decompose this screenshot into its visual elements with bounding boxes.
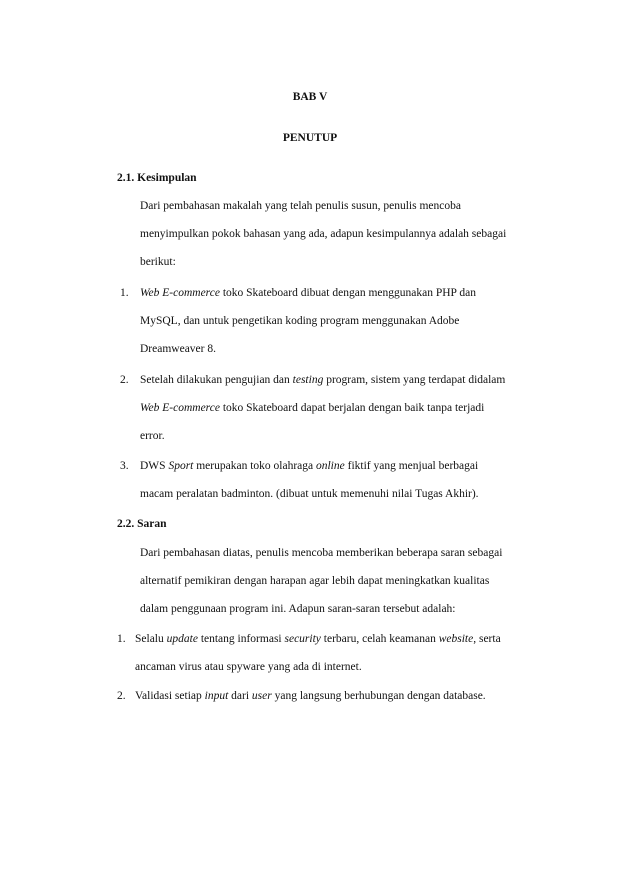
saran-intro-line-3: dalam penggunaan program ini. Adapun saran-saran tersebut adalah: <box>140 603 456 615</box>
saran-item-1-line-2: ancaman virus atau spyware yang ada di internet. <box>135 661 362 673</box>
kesimpulan-intro-line-1: Dari pembahasan makalah yang telah penulis susun, penulis mencoba <box>140 200 461 212</box>
kesimpulan-item-3-line-1: DWS Sport merupakan toko olahraga online fiktif yang menjual berbagai <box>140 460 479 472</box>
kesimpulan-item-1-line-1: Web E-commerce toko Skateboard dibuat dengan menggunakan PHP dan <box>140 287 476 299</box>
list-item-number: 3. <box>120 460 129 472</box>
kesimpulan-item-1-line-3: Dreamweaver 8. <box>140 343 216 355</box>
kesimpulan-item-2-line-1: Setelah dilakukan pengujian dan testing program, sistem yang terdapat didalam <box>140 374 506 386</box>
list-item-number: 2. <box>117 690 126 702</box>
chapter-label: BAB V <box>292 91 328 103</box>
saran-intro-line-1: Dari pembahasan diatas, penulis mencoba memberikan beberapa saran sebagai <box>140 547 503 559</box>
list-item-number: 1. <box>117 633 126 645</box>
kesimpulan-item-2-line-3: error. <box>140 430 165 442</box>
list-item-number: 2. <box>120 374 129 386</box>
list-item-number: 1. <box>120 287 129 299</box>
saran-item-2-line-1: Validasi setiap input dari user yang langsung berhubungan dengan database. <box>135 690 486 702</box>
kesimpulan-intro-line-3: berikut: <box>140 256 176 268</box>
saran-intro-line-2: alternatif pemikiran dengan harapan agar lebih dapat meningkatkan kualitas <box>140 575 490 587</box>
kesimpulan-item-3-line-2: macam peralatan badminton. (dibuat untuk memenuhi nilai Tugas Akhir). <box>140 488 479 500</box>
section-heading-kesimpulan: 2.1. Kesimpulan <box>117 172 197 184</box>
kesimpulan-item-1-line-2: MySQL, dan untuk pengetikan koding program menggunakan Adobe <box>140 315 460 327</box>
saran-item-1-line-1: Selalu update tentang informasi security terbaru, celah keamanan website, serta <box>135 633 501 645</box>
kesimpulan-intro-line-2: menyimpulkan pokok bahasan yang ada, adapun kesimpulannya adalah sebagai <box>140 228 507 240</box>
section-heading-saran: 2.2. Saran <box>117 518 167 530</box>
chapter-title: PENUTUP <box>282 132 338 144</box>
kesimpulan-item-2-line-2: Web E-commerce toko Skateboard dapat berjalan dengan baik tanpa terjadi <box>140 402 485 414</box>
